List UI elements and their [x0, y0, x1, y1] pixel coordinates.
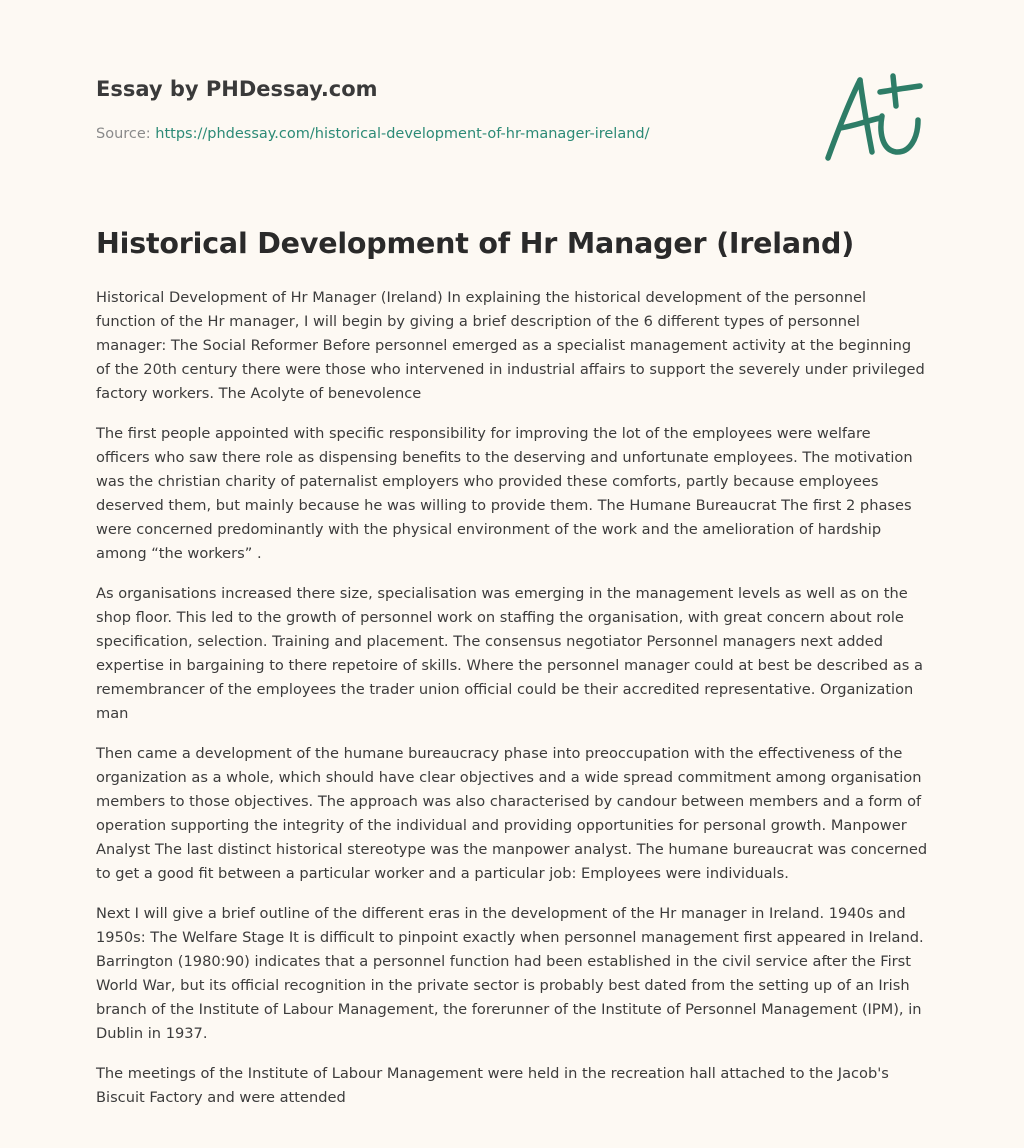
site-brand: Essay by PHDessay.com	[96, 77, 378, 101]
a-plus-icon	[822, 66, 928, 166]
page-title: Historical Development of Hr Manager (Ireland)	[96, 227, 855, 260]
paragraph: The first people appointed with specific responsibility for improving the lot of the employees were welfare officers who saw there role as dispensing benefits to the deserving and unfortunate employees. The motivation was the christian charity of paternalist employers who provided these comforts, partly because employees deserved them, but mainly because he was willing to provide them. The Humane Bureaucrat The first 2 phases were concerned predominantly with the physical environment of the work and the amelioration of hardship among “the workers” .	[96, 425, 913, 562]
source-link[interactable]: https://phdessay.com/historical-development-of-hr-manager-ireland/	[155, 126, 650, 142]
paragraph: The meetings of the Institute of Labour Management were held in the recreation hall attached to the Jacob's Biscuit Factory and were attended	[96, 1065, 889, 1106]
paragraph: Next I will give a brief outline of the different eras in the development of the Hr manager in Ireland. 1940s and 1950s: The Welfare Stage It is difficult to pinpoint exactly when personnel management first appeared in Ireland. Barrington (1980:90) indicates that a personnel function had been established in the civil service after the First World War, but its official recognition in the private sector is probably best dated from the setting up of an Irish branch of the Institute of Labour Management, the forerunner of the Institute of Personnel Management (IPM), in Dublin in 1937.	[96, 905, 924, 1042]
source-line	[96, 124, 796, 144]
article	[96, 224, 928, 1126]
source-label: Source:	[96, 126, 156, 142]
paragraph: Then came a development of the humane bureaucracy phase into preoccupation with the effectiveness of the organization as a whole, which should have clear objectives and a wide spread commitment among organisation members to those objectives. The approach was also characterised by candour between members and a form of operation supporting the integrity of the individual and providing opportunities for personal growth. Manpower Analyst The last distinct historical stereotype was the manpower analyst. The humane bureaucrat was concerned to get a good fit between a particular worker and a particular job: Employees were individuals.	[96, 745, 928, 882]
page-header	[96, 74, 796, 144]
paragraph: As organisations increased there size, specialisation was emerging in the management levels as well as on the shop floor. This led to the growth of personnel work on staffing the organisation, with great concern about role specification, selection. Training and placement. The consensus negotiator Personnel managers next added expertise in bargaining to there repetoire of skills. Where the personnel manager could at best be described as a remembrancer of the employees the trader union official could be their accredited representative. Organization man	[96, 585, 923, 722]
paragraph: Historical Development of Hr Manager (Ireland) In explaining the historical development of the personnel function of the Hr manager, I will begin by giving a brief description of the 6 different types of personnel manager: The Social Reformer Before personnel emerged as a specialist management activity at the beginning of the 20th century there were those who intervened in industrial affairs to support the severely under privileged factory workers. The Acolyte of benevolence	[96, 289, 925, 402]
